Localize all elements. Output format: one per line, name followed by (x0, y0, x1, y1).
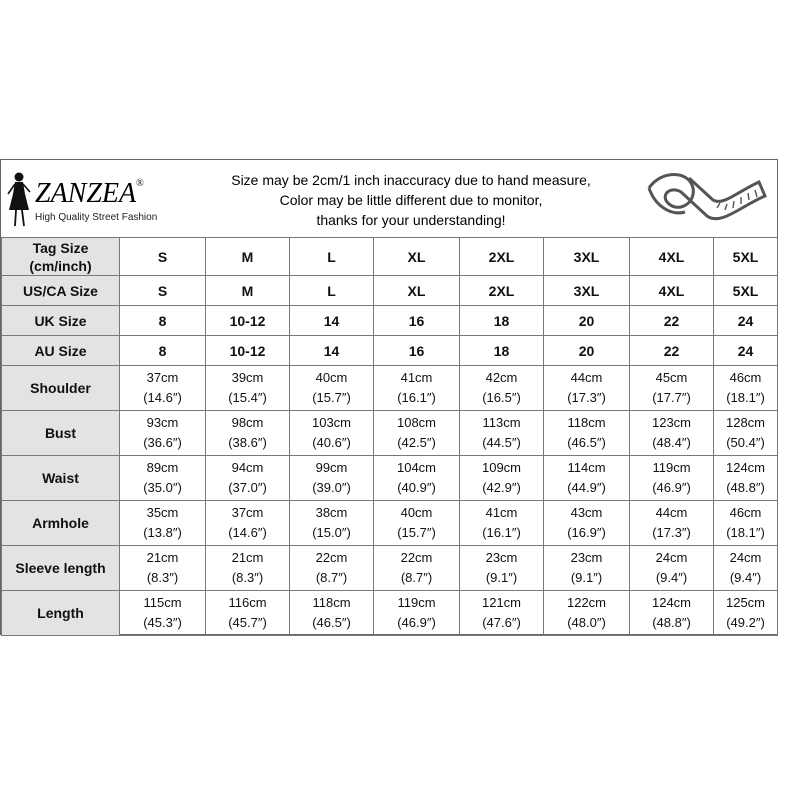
measurement-cell (460, 546, 544, 591)
size-code-cell: 14 (290, 306, 374, 336)
measurement-cell (544, 456, 630, 501)
measurement-cell (460, 501, 544, 546)
cm-value: 40cm (400, 505, 433, 520)
cm-value: 42cm (485, 370, 518, 385)
measurement-cell (374, 366, 460, 411)
inch-value: (40.6″) (312, 435, 351, 450)
measurement-cell (460, 411, 544, 456)
size-code-cell: 5XL (714, 238, 778, 276)
measurement-row (2, 501, 778, 546)
inch-value: (47.6″) (482, 615, 521, 630)
inch-value: (45.3″) (143, 615, 182, 630)
size-code-cell: 2XL (460, 276, 544, 306)
measurement-cell (714, 456, 778, 501)
measuring-tape-icon (641, 166, 771, 232)
row-header (2, 336, 120, 366)
measurement-cell (630, 591, 714, 636)
inch-value: (48.8″) (726, 480, 765, 495)
measurement-cell (290, 456, 374, 501)
note-line: Color may be little different due to monitor, (279, 192, 543, 208)
note-line: thanks for your understanding! (316, 212, 506, 228)
size-code-cell: 16 (374, 306, 460, 336)
brand-name: ZANZEA® (35, 178, 144, 209)
inch-value: (44.5″) (482, 435, 521, 450)
size-code-row (2, 276, 778, 306)
inch-value: (8.3″) (146, 570, 179, 585)
inch-value: (40.9″) (397, 480, 436, 495)
cm-value: 99cm (315, 460, 348, 475)
inch-value: (42.9″) (482, 480, 521, 495)
cm-value: 94cm (231, 460, 264, 475)
row-header (2, 238, 120, 276)
row-header-label: US/CA Size (23, 282, 98, 299)
row-header: Waist (2, 456, 120, 501)
row-header: Armhole (2, 501, 120, 546)
measurement-row (2, 591, 778, 636)
measurement-row (2, 366, 778, 411)
cm-value: 37cm (231, 505, 264, 520)
size-code-cell: 18 (460, 306, 544, 336)
brand-logo (5, 166, 195, 232)
cm-value: 118cm (567, 415, 606, 430)
inch-value: (35.0″) (143, 480, 182, 495)
inch-value: (8.7″) (315, 570, 348, 585)
inch-value: (8.3″) (231, 570, 264, 585)
measurement-cell (206, 591, 290, 636)
inch-value: (9.4″) (655, 570, 688, 585)
row-header (2, 276, 120, 306)
inch-value: (18.1″) (726, 390, 765, 405)
cm-value: 118cm (312, 595, 351, 610)
inch-value: (44.9″) (567, 480, 606, 495)
cm-value: 43cm (570, 505, 603, 520)
size-code-cell: XL (374, 238, 460, 276)
size-code-cell: 22 (630, 336, 714, 366)
measurement-cell (120, 366, 206, 411)
inch-value: (16.1″) (397, 390, 436, 405)
size-code-row (2, 336, 778, 366)
measurement-cell (374, 591, 460, 636)
cm-value: 40cm (315, 370, 348, 385)
cm-value: 22cm (315, 550, 348, 565)
row-header-sublabel: (cm/inch) (29, 257, 92, 274)
size-code-row (2, 306, 778, 336)
inch-value: (36.6″) (143, 435, 182, 450)
chart-header (1, 160, 777, 238)
measurement-cell (206, 411, 290, 456)
measurement-cell (120, 456, 206, 501)
measurement-cell (714, 411, 778, 456)
measurement-cell (714, 366, 778, 411)
cm-value: 41cm (485, 505, 518, 520)
inch-value: (16.1″) (482, 525, 521, 540)
inch-value: (17.3″) (652, 525, 691, 540)
cm-value: 21cm (146, 550, 179, 565)
cm-value: 46cm (729, 505, 762, 520)
inch-value: (14.6″) (228, 525, 267, 540)
cm-value: 104cm (396, 460, 437, 475)
inch-value: (13.8″) (143, 525, 182, 540)
measurement-cell (374, 546, 460, 591)
inch-value: (48.0″) (567, 615, 606, 630)
measurement-cell (544, 546, 630, 591)
inch-value: (48.8″) (652, 615, 691, 630)
size-chart (0, 159, 778, 635)
size-code-cell: 3XL (544, 276, 630, 306)
inch-value: (37.0″) (228, 480, 267, 495)
size-code-row (2, 238, 778, 276)
row-header-label: UK Size (34, 312, 87, 329)
size-code-cell: M (206, 276, 290, 306)
inch-value: (46.9″) (397, 615, 436, 630)
size-code-cell: S (120, 276, 206, 306)
measurement-cell (714, 546, 778, 591)
cm-value: 121cm (481, 595, 522, 610)
measurement-cell (460, 456, 544, 501)
inch-value: (15.7″) (312, 390, 351, 405)
size-code-cell: 20 (544, 336, 630, 366)
row-header: Shoulder (2, 366, 120, 411)
size-code-cell: 18 (460, 336, 544, 366)
measurement-cell (544, 411, 630, 456)
measurement-cell (120, 546, 206, 591)
cm-value: 23cm (570, 550, 603, 565)
cm-value: 103cm (311, 415, 352, 430)
measurement-row (2, 456, 778, 501)
measurement-cell (714, 501, 778, 546)
row-header-label: Tag Size (32, 239, 89, 256)
size-code-cell: 10-12 (206, 306, 290, 336)
size-code-cell: 16 (374, 336, 460, 366)
measurement-cell (206, 501, 290, 546)
inch-value: (9.1″) (485, 570, 518, 585)
inch-value: (9.1″) (570, 570, 603, 585)
measurement-cell (206, 546, 290, 591)
cm-value: 119cm (397, 595, 436, 610)
cm-value: 23cm (485, 550, 518, 565)
cm-value: 124cm (725, 460, 766, 475)
size-code-cell: 8 (120, 306, 206, 336)
inch-value: (17.3″) (567, 390, 606, 405)
size-code-cell: M (206, 238, 290, 276)
cm-value: 21cm (231, 550, 264, 565)
measurement-cell (206, 366, 290, 411)
size-code-cell: L (290, 276, 374, 306)
cm-value: 89cm (146, 460, 179, 475)
measurement-cell (374, 456, 460, 501)
inch-value: (46.5″) (567, 435, 606, 450)
cm-value: 108cm (396, 415, 437, 430)
row-header-label: AU Size (34, 342, 87, 359)
fashion-lady-icon (5, 170, 33, 230)
cm-value: 114cm (567, 460, 606, 475)
measurement-cell (460, 366, 544, 411)
cm-value: 128cm (725, 415, 766, 430)
cm-value: 46cm (729, 370, 762, 385)
size-code-cell: 24 (714, 306, 778, 336)
measurement-cell (120, 591, 206, 636)
inch-value: (45.7″) (228, 615, 267, 630)
inch-value: (14.6″) (143, 390, 182, 405)
inch-value: (17.7″) (652, 390, 691, 405)
row-header (2, 306, 120, 336)
inch-value: (42.5″) (397, 435, 436, 450)
measurement-cell (120, 501, 206, 546)
size-code-cell: S (120, 238, 206, 276)
size-code-cell: 4XL (630, 238, 714, 276)
cm-value: 116cm (228, 595, 267, 610)
size-code-cell: 8 (120, 336, 206, 366)
row-header: Length (2, 591, 120, 636)
cm-value: 123cm (651, 415, 692, 430)
row-header: Bust (2, 411, 120, 456)
inch-value: (38.6″) (228, 435, 267, 450)
cm-value: 109cm (481, 460, 522, 475)
size-code-cell: 5XL (714, 276, 778, 306)
cm-value: 41cm (400, 370, 433, 385)
measurement-cell (120, 411, 206, 456)
cm-value: 24cm (655, 550, 688, 565)
measurement-cell (714, 591, 778, 636)
size-code-cell: 2XL (460, 238, 544, 276)
measurement-cell (630, 456, 714, 501)
cm-value: 37cm (146, 370, 179, 385)
inch-value: (15.4″) (228, 390, 267, 405)
measurement-cell (630, 546, 714, 591)
size-code-cell: 4XL (630, 276, 714, 306)
inch-value: (16.5″) (482, 390, 521, 405)
inch-value: (15.7″) (397, 525, 436, 540)
inch-value: (48.4″) (652, 435, 691, 450)
inch-value: (39.0″) (312, 480, 351, 495)
measurement-cell (374, 411, 460, 456)
inch-value: (9.4″) (729, 570, 762, 585)
measurement-cell (544, 591, 630, 636)
size-code-cell: 22 (630, 306, 714, 336)
measurement-cell (544, 501, 630, 546)
cm-value: 44cm (655, 505, 688, 520)
inch-value: (49.2″) (726, 615, 765, 630)
measurement-cell (630, 501, 714, 546)
cm-value: 119cm (652, 460, 691, 475)
size-code-cell: 3XL (544, 238, 630, 276)
inch-value: (18.1″) (726, 525, 765, 540)
measurement-cell (460, 591, 544, 636)
inch-value: (50.4″) (726, 435, 765, 450)
measurement-cell (630, 366, 714, 411)
brand-tagline: High Quality Street Fashion (35, 212, 158, 223)
cm-value: 44cm (570, 370, 603, 385)
size-code-cell: XL (374, 276, 460, 306)
cm-value: 35cm (146, 505, 179, 520)
measurement-cell (290, 546, 374, 591)
measurement-cell (290, 366, 374, 411)
cm-value: 93cm (146, 415, 179, 430)
size-code-cell: L (290, 238, 374, 276)
cm-value: 124cm (651, 595, 692, 610)
inch-value: (46.5″) (312, 615, 351, 630)
cm-value: 45cm (655, 370, 688, 385)
measurement-cell (544, 366, 630, 411)
inch-value: (16.9″) (567, 525, 606, 540)
measurement-row (2, 546, 778, 591)
size-code-cell: 14 (290, 336, 374, 366)
inch-value: (46.9″) (652, 480, 691, 495)
measurement-row (2, 411, 778, 456)
inch-value: (8.7″) (400, 570, 433, 585)
size-notes (201, 170, 621, 230)
measurement-cell (374, 501, 460, 546)
size-code-cell: 24 (714, 336, 778, 366)
measurement-cell (630, 411, 714, 456)
size-code-cell: 20 (544, 306, 630, 336)
size-table (1, 237, 778, 636)
cm-value: 39cm (231, 370, 264, 385)
cm-value: 125cm (725, 595, 766, 610)
cm-value: 24cm (729, 550, 762, 565)
row-header: Sleeve length (2, 546, 120, 591)
measurement-cell (206, 456, 290, 501)
size-code-cell: 10-12 (206, 336, 290, 366)
cm-value: 115cm (143, 595, 182, 610)
measurement-cell (290, 591, 374, 636)
cm-value: 113cm (482, 415, 521, 430)
measurement-cell (290, 411, 374, 456)
cm-value: 22cm (400, 550, 433, 565)
note-line: Size may be 2cm/1 inch inaccuracy due to hand measure, (231, 172, 591, 188)
inch-value: (15.0″) (312, 525, 351, 540)
measurement-cell (290, 501, 374, 546)
cm-value: 122cm (566, 595, 607, 610)
cm-value: 38cm (315, 505, 348, 520)
cm-value: 98cm (231, 415, 264, 430)
